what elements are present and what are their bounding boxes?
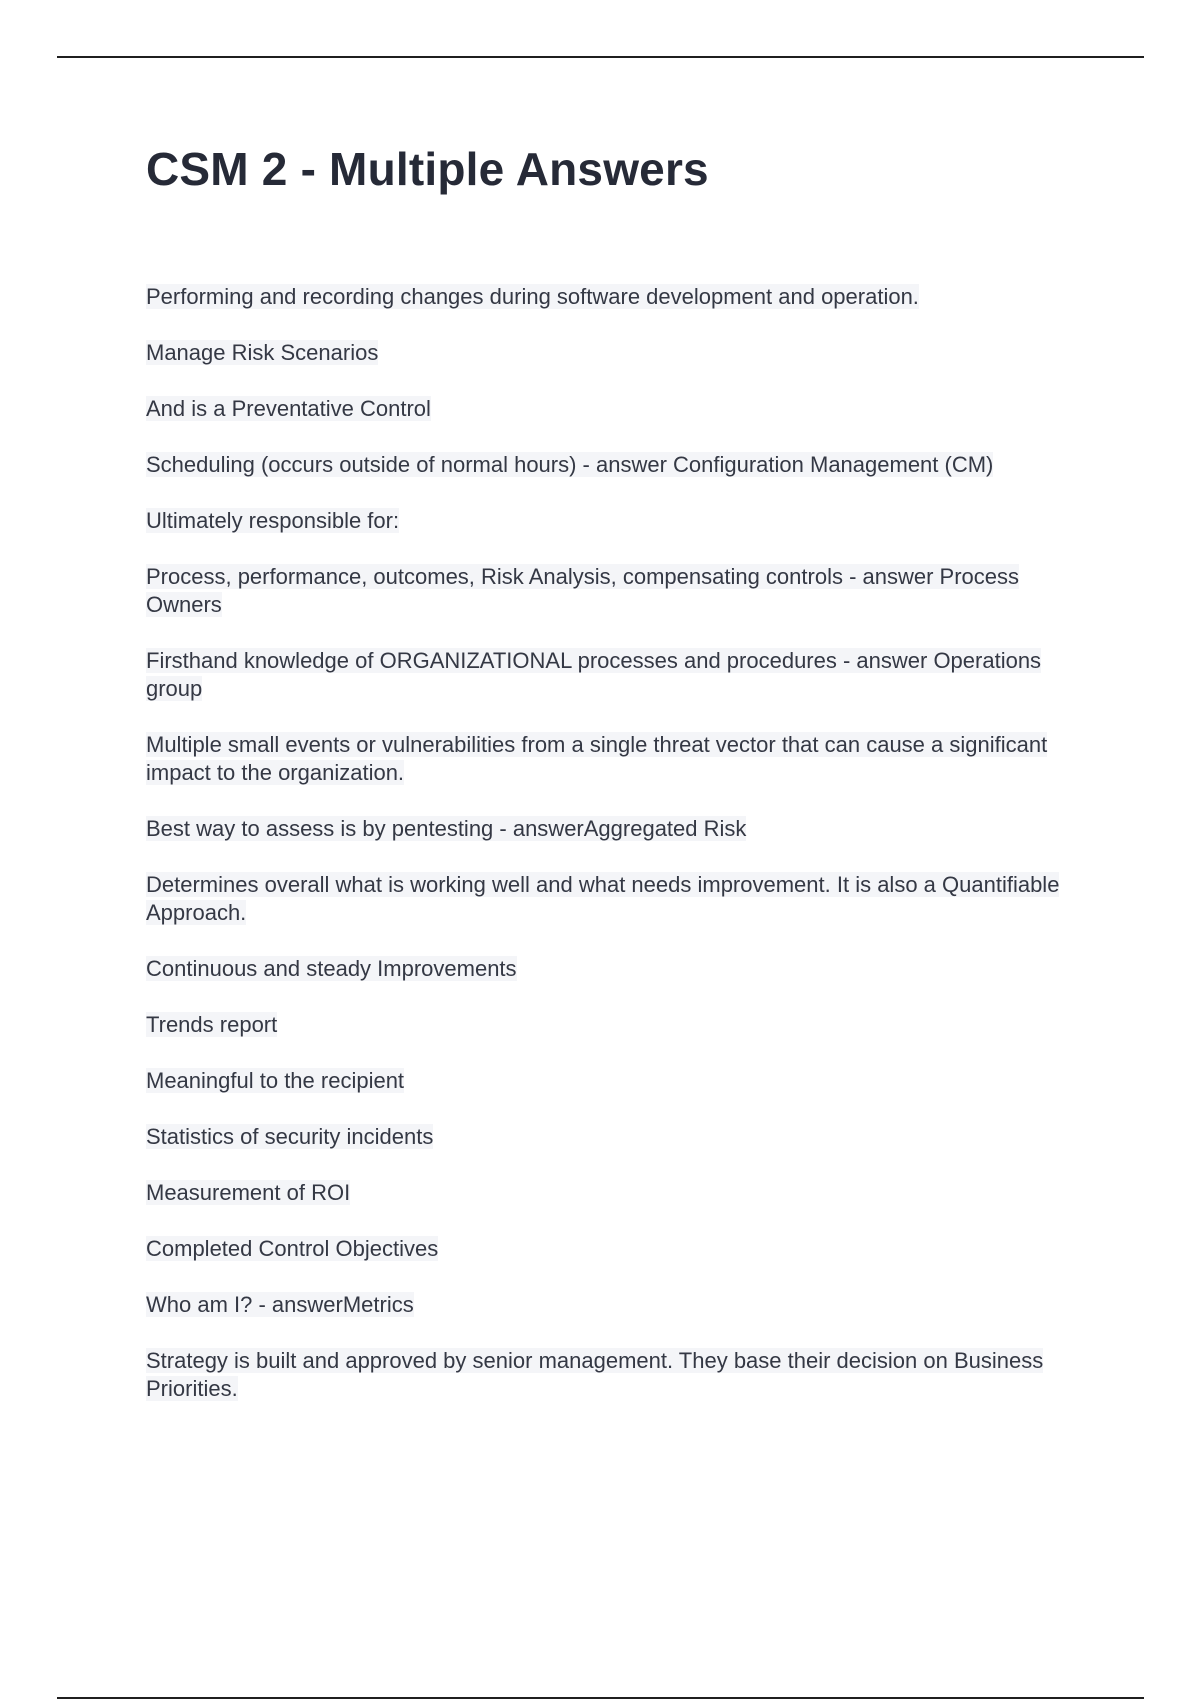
answer-text: Statistics of security incidents	[146, 1124, 434, 1149]
answer-line	[146, 395, 1086, 423]
answer-text: Completed Control Objectives	[146, 1236, 439, 1261]
answer-text: Performing and recording changes during software development and operation.	[146, 284, 919, 309]
top-rule	[57, 56, 1144, 58]
answer-line	[146, 1235, 1086, 1263]
answer-text: Scheduling (occurs outside of normal hours) - answer Configuration Management (CM)	[146, 452, 994, 477]
answer-text: Process, performance, outcomes, Risk Analysis, compensating controls - answer Process Owners	[146, 564, 1020, 617]
answer-line	[146, 1123, 1086, 1151]
answer-text: Meaningful to the recipient	[146, 1068, 405, 1093]
answer-line	[146, 283, 1086, 311]
bottom-rule	[57, 1697, 1144, 1699]
answer-line	[146, 647, 1086, 703]
answer-text: Who am I? - answerMetrics	[146, 1292, 414, 1317]
answer-line	[146, 955, 1086, 983]
answer-text: Continuous and steady Improvements	[146, 956, 517, 981]
answer-text: Firsthand knowledge of ORGANIZATIONAL processes and procedures - answer Operations group	[146, 648, 1042, 701]
answer-text: Determines overall what is working well and what needs improvement. It is also a Quantifiable Approach.	[146, 872, 1060, 925]
answer-line	[146, 563, 1086, 619]
answer-line	[146, 507, 1086, 535]
answer-text: Best way to assess is by pentesting - answerAggregated Risk	[146, 816, 747, 841]
answer-text: Strategy is built and approved by senior management. They base their decision on Business Priorities.	[146, 1348, 1044, 1401]
answer-line	[146, 339, 1086, 367]
answer-text: Manage Risk Scenarios	[146, 340, 379, 365]
answer-line	[146, 1291, 1086, 1319]
document-title: CSM 2 - Multiple Answers	[146, 143, 709, 195]
answer-text: Trends report	[146, 1012, 278, 1037]
answer-line	[146, 1179, 1086, 1207]
answer-text: Multiple small events or vulnerabilities from a single threat vector that can cause a significant impact to the organization.	[146, 732, 1048, 785]
answer-line	[146, 1067, 1086, 1095]
answer-text: And is a Preventative Control	[146, 396, 431, 421]
answer-line	[146, 1347, 1086, 1403]
answer-line	[146, 1011, 1086, 1039]
answer-text: Ultimately responsible for:	[146, 508, 400, 533]
answer-line	[146, 451, 1086, 479]
answer-list	[146, 283, 1086, 1431]
answer-line	[146, 731, 1086, 787]
answer-line	[146, 815, 1086, 843]
answer-line	[146, 871, 1086, 927]
answer-text: Measurement of ROI	[146, 1180, 351, 1205]
